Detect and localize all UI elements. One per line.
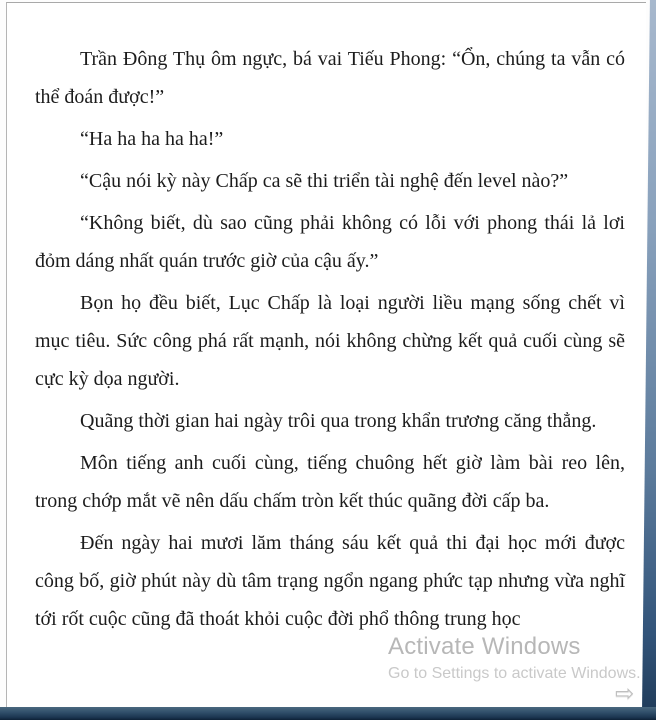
paragraph: Đến ngày hai mươi lăm tháng sáu kết quả thi đại học mới được công bố, giờ phút này dù tâm trạng ngổn ngang phức tạp nhưng vừa nghĩ tới rốt cuộc cũng đã thoát khỏi cuộc đời phổ thông trung học (35, 532, 625, 630)
page-text (35, 40, 625, 642)
paragraph: “Cậu nói kỳ này Chấp ca sẽ thi triển tài nghệ đến level nào?” (80, 170, 569, 192)
paragraph: Quãng thời gian hai ngày trôi qua trong khẩn trương căng thẳng. (80, 410, 597, 432)
paragraph: Bọn họ đều biết, Lục Chấp là loại người liều mạng sống chết vì mục tiêu. Sức công phá rất mạnh, nói không chừng kết quả cuối cùng sẽ cực kỳ dọa người. (35, 292, 625, 390)
page-edge-bottom (0, 707, 656, 720)
next-page-arrow-icon[interactable]: ⇨ (615, 681, 635, 707)
paragraph: “Không biết, dù sao cũng phải không có lỗi với phong thái lả lơi đỏm dáng nhất quán trước giờ của cậu ấy.” (35, 212, 625, 272)
activate-windows-title: Activate Windows (388, 633, 581, 660)
paragraph: Trần Đông Thụ ôm ngực, bá vai Tiếu Phong: “Ổn, chúng ta vẫn có thể đoán được!” (35, 48, 625, 108)
activate-windows-subtitle: Go to Settings to activate Windows. (388, 665, 641, 682)
paragraph: “Ha ha ha ha ha!” (80, 128, 224, 150)
paragraph: Môn tiếng anh cuối cùng, tiếng chuông hết giờ làm bài reo lên, trong chớp mắt vẽ nên dấu chấm tròn kết thúc quãng đời cấp ba. (35, 452, 625, 512)
